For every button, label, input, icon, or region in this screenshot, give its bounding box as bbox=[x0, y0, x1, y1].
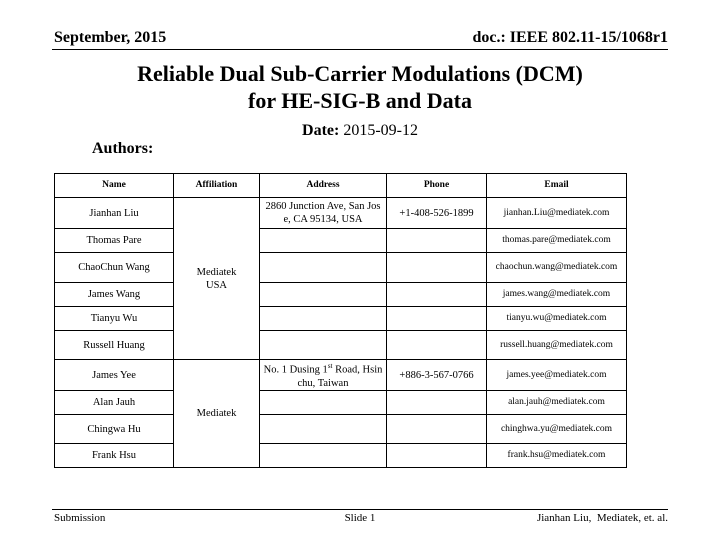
cell-address bbox=[260, 307, 387, 331]
cell-address bbox=[260, 253, 387, 283]
header-address: Address bbox=[260, 174, 387, 198]
cell-name: Tianyu Wu bbox=[55, 307, 174, 331]
header-affiliation: Affiliation bbox=[174, 174, 260, 198]
cell-phone: +886-3-567-0766 bbox=[387, 360, 487, 391]
cell-email: thomas.pare@mediatek.com bbox=[487, 229, 627, 253]
cell-affiliation-group bbox=[174, 198, 260, 360]
header-name: Name bbox=[55, 174, 174, 198]
footer-slide-number: Slide 1 bbox=[344, 512, 376, 524]
cell-phone bbox=[387, 253, 487, 283]
header-email: Email bbox=[487, 174, 627, 198]
title-line-1: Reliable Dual Sub-Carrier Modulations (DCM) bbox=[137, 61, 583, 86]
cell-address bbox=[260, 360, 387, 391]
cell-name: ChaoChun Wang bbox=[55, 253, 174, 283]
cell-email: jianhan.Liu@mediatek.com bbox=[487, 198, 627, 229]
table-row bbox=[55, 360, 627, 391]
cell-name: Thomas Pare bbox=[55, 229, 174, 253]
table-row bbox=[55, 229, 627, 253]
cell-email: russell.huang@mediatek.com bbox=[487, 331, 627, 360]
authors-heading: Authors: bbox=[92, 140, 154, 157]
cell-address bbox=[260, 331, 387, 360]
cell-name: Russell Huang bbox=[55, 331, 174, 360]
cell-email: tianyu.wu@mediatek.com bbox=[487, 307, 627, 331]
table-header-row bbox=[55, 174, 627, 198]
cell-name: Alan Jauh bbox=[55, 391, 174, 415]
cell-phone bbox=[387, 229, 487, 253]
header-divider bbox=[52, 49, 668, 50]
cell-address bbox=[260, 415, 387, 444]
address-text: No. 1 Dusing 1 bbox=[263, 364, 328, 376]
cell-address bbox=[260, 444, 387, 468]
date-line bbox=[0, 122, 720, 140]
header-phone: Phone bbox=[387, 174, 487, 198]
table-row bbox=[55, 415, 627, 444]
cell-email: james.yee@mediatek.com bbox=[487, 360, 627, 391]
footer-author: Jianhan Liu, Mediatek, et. al. bbox=[536, 512, 668, 524]
table-row bbox=[55, 253, 627, 283]
cell-name: James Yee bbox=[55, 360, 174, 391]
table-row bbox=[55, 331, 627, 360]
cell-affiliation-group bbox=[174, 360, 260, 468]
authors-table bbox=[54, 173, 627, 468]
cell-phone: +1-408-526-1899 bbox=[387, 198, 487, 229]
header-doc-id: doc.: IEEE 802.11-15/1068r1 bbox=[472, 29, 668, 46]
date-label: Date: bbox=[302, 122, 340, 139]
date-value: 2015-09-12 bbox=[343, 122, 418, 139]
table-row bbox=[55, 283, 627, 307]
cell-phone bbox=[387, 331, 487, 360]
cell-email: chinghwa.yu@mediatek.com bbox=[487, 415, 627, 444]
footer-divider bbox=[52, 509, 668, 510]
table-row bbox=[55, 198, 627, 229]
cell-email: frank.hsu@mediatek.com bbox=[487, 444, 627, 468]
table-row bbox=[55, 307, 627, 331]
table-row bbox=[55, 391, 627, 415]
footer-submission: Submission bbox=[54, 512, 106, 524]
cell-address bbox=[260, 283, 387, 307]
cell-email: james.wang@mediatek.com bbox=[487, 283, 627, 307]
table-row bbox=[55, 444, 627, 468]
header-date: September, 2015 bbox=[54, 29, 167, 46]
cell-phone bbox=[387, 444, 487, 468]
slide-title bbox=[52, 60, 668, 114]
cell-email: alan.jauh@mediatek.com bbox=[487, 391, 627, 415]
cell-email: chaochun.wang@mediatek.com bbox=[487, 253, 627, 283]
cell-address bbox=[260, 229, 387, 253]
affiliation-line-1: Mediatek bbox=[196, 408, 237, 419]
cell-name: Frank Hsu bbox=[55, 444, 174, 468]
cell-phone bbox=[387, 283, 487, 307]
cell-address bbox=[260, 391, 387, 415]
cell-address: 2860 Junction Ave, San Jose, CA 95134, USA bbox=[260, 198, 387, 229]
cell-phone bbox=[387, 415, 487, 444]
cell-name: Chingwa Hu bbox=[55, 415, 174, 444]
cell-phone bbox=[387, 307, 487, 331]
affiliation-line-2: USA bbox=[205, 279, 227, 291]
address-ordinal-suffix: st bbox=[327, 362, 333, 371]
cell-name: James Wang bbox=[55, 283, 174, 307]
address-text-tail: Road, Hsinchu, Taiwan bbox=[297, 364, 383, 389]
cell-name: Jianhan Liu bbox=[55, 198, 174, 229]
affiliation-line-1: Mediatek bbox=[196, 266, 237, 278]
cell-phone bbox=[387, 391, 487, 415]
title-line-2: for HE-SIG-B and Data bbox=[248, 88, 472, 113]
